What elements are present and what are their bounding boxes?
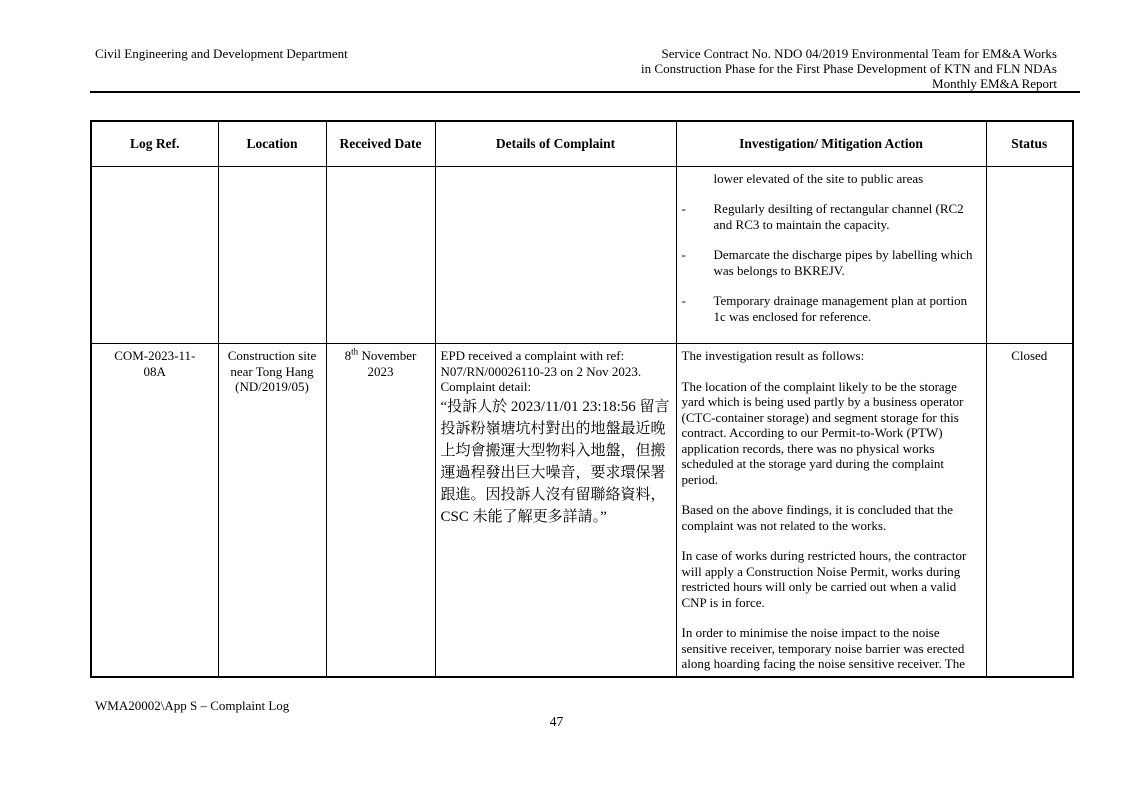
details-label: Complaint detail: [440, 379, 532, 394]
col-header-log-ref: Log Ref. [91, 121, 218, 166]
header-contract-line-1: Service Contract No. NDO 04/2019 Environmental Team for EM&A Works [661, 46, 1057, 61]
investigation-bullet-item [682, 201, 981, 232]
col-header-details: Details of Complaint [435, 121, 676, 166]
date-rest: November 2023 [358, 348, 417, 379]
table-row-continuation [91, 166, 1073, 344]
investigation-bullet-item [682, 293, 981, 324]
received-date-cell-empty [326, 166, 435, 344]
details-complaint-text-zh: “投訴人於 2023/11/01 23:18:56 留言投訴粉嶺塘坑村對出的地盤最近晚上均會搬運大型物料入地盤，但搬運過程發出巨大噪音，要求環保署跟進。因投訴人沒有留聯絡資料，CSC 未能了解更多詳請。” [440, 398, 670, 525]
log-ref-value: COM-2023-11-08A [114, 348, 196, 379]
log-ref-cell [91, 344, 218, 677]
investigation-bullet-item [682, 247, 981, 278]
investigation-cell [676, 344, 986, 677]
investigation-paragraph: The location of the complaint likely to be the storage yard which is being used partly by a business operator (CTC-container storage) and segment storage for this contract. According to our Permit-to-Work (PTW) application records, there was no physical works scheduled at the storage yard during the complaint period. [681, 378, 964, 487]
investigation-paragraph: In order to minimise the noise impact to the noise sensitive receiver, temporary noise barrier was erected along hoarding facing the noise sensitive receiver. The [681, 625, 965, 671]
date-day: 8 [344, 348, 352, 363]
dash-marker: - [681, 247, 686, 262]
footer-document-ref: WMA20002\App S – Complaint Log [95, 698, 290, 713]
col-header-status: Status [986, 121, 1073, 166]
details-cell [435, 344, 676, 677]
status-cell [986, 344, 1073, 677]
bullet-text: Demarcate the discharge pipes by labelling which was belongs to BKREJV. [713, 247, 973, 278]
location-value: Construction site near Tong Hang (ND/2019/05) [227, 348, 317, 394]
location-cell-empty [218, 166, 326, 344]
investigation-paragraph: Based on the above findings, it is concluded that the complaint was not related to the works. [681, 502, 953, 533]
header-department: Civil Engineering and Development Department [95, 46, 348, 61]
col-header-location: Location [218, 121, 326, 166]
bullet-text: Temporary drainage management plan at portion 1c was enclosed for reference. [713, 293, 968, 324]
location-cell [218, 344, 326, 677]
complaint-log-table [90, 120, 1074, 678]
complaint-log-table-container [90, 120, 1074, 678]
header-rule [90, 91, 1080, 93]
col-header-investigation: Investigation/ Mitigation Action [676, 121, 986, 166]
col-header-received-date: Received Date [326, 121, 435, 166]
header-contract-line-2: in Construction Phase for the First Phase Development of KTN and FLN NDAs [641, 61, 1057, 76]
status-cell-empty [986, 166, 1073, 344]
dash-marker: - [681, 201, 686, 216]
header-report-title: Monthly EM&A Report [932, 76, 1057, 91]
header-contract-block [641, 46, 1057, 91]
details-cell-empty [435, 166, 676, 344]
dash-marker: - [681, 293, 686, 308]
date-ordinal: th [351, 346, 359, 357]
table-row-complaint [91, 344, 1073, 677]
investigation-paragraph: In case of works during restricted hours, the contractor will apply a Construction Noise Permit, works during restricted hours will only be carried out when a valid CNP is in force. [681, 548, 967, 610]
table-header-row [91, 121, 1073, 166]
bullet-text: Regularly desilting of rectangular channel (RC2 and RC3 to maintain the capacity. [713, 201, 964, 232]
log-ref-cell-empty [91, 166, 218, 344]
received-date-value [331, 348, 431, 379]
received-date-cell [326, 344, 435, 677]
details-intro: EPD received a complaint with ref: N07/RN/00026110-23 on 2 Nov 2023. [440, 348, 642, 379]
investigation-continuation-line: lower elevated of the site to public areas [713, 170, 924, 186]
page-number: 47 [549, 714, 564, 729]
investigation-paragraph: The investigation result as follows: [681, 348, 865, 363]
status-value: Closed [1011, 348, 1048, 363]
investigation-cell [676, 166, 986, 344]
